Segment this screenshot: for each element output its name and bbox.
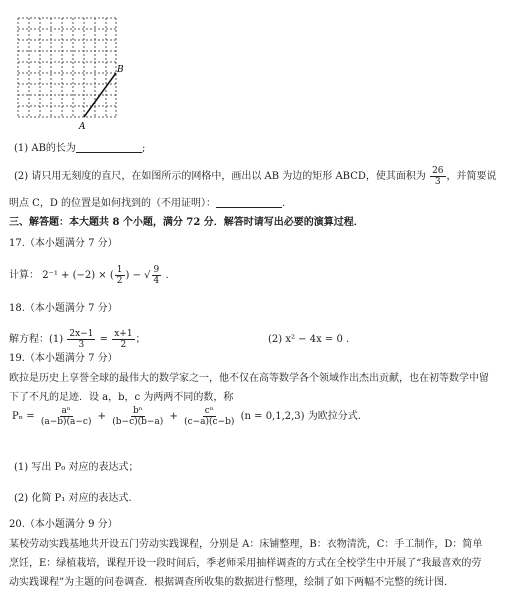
q18-frac2 [112, 329, 134, 350]
euler-term3 [182, 406, 236, 427]
answer-blank-cd[interactable] [216, 197, 282, 208]
section3-title: 三、解答题：本大题共 8 个小题，满分 72 分．解答时请写出必要的演算过程． [9, 217, 364, 228]
euler-term3-den: (c−a)(c−b) [184, 417, 235, 427]
point-b-label: B [117, 65, 124, 75]
q17-expression: 计算： 2⁻¹ + (−2) × ( $\frac{1}{2}$ ) − √ $\frac{9}{4}$ . [9, 265, 169, 286]
q17-frac-num: 1 [116, 265, 123, 275]
euler-term3-num: cⁿ [204, 406, 214, 416]
euler-term2 [110, 406, 165, 427]
q18-equals: = [99, 334, 109, 345]
q18-label: 解方程：(1) [9, 334, 64, 345]
q18-frac1-den: 3 [78, 340, 85, 350]
q18-frac1 [67, 329, 95, 350]
q17-expr-b: ) − [125, 270, 141, 281]
area-fraction-den: 3 [434, 177, 441, 187]
euler-term1-den: (a−b)(a−c) [40, 417, 92, 427]
q16-part2-text-b: ，并简要说 [446, 171, 497, 182]
q16-part1-suffix: ; [141, 143, 146, 154]
q16-part2-end: . [282, 198, 286, 209]
euler-plus-1: + [97, 411, 107, 422]
q18-frac2-den: 2 [120, 340, 127, 350]
euler-plus-2: + [169, 411, 178, 422]
q18-equations [9, 329, 146, 350]
q18-part2: (2) x² − 4x = 0 . [268, 334, 350, 345]
answer-blank-ab[interactable] [76, 142, 142, 153]
q19-part2: (2) 化简 P₁ 对应的表达式. [14, 493, 132, 504]
q16-part1-text: AB的长为 [31, 143, 76, 154]
q18-frac1-num: 2x−1 [69, 329, 94, 339]
q19-heading: 19.（本小题满分 7 分） [9, 353, 118, 364]
q17-label: 计算： [9, 270, 39, 281]
q19-line2: 下了不凡的足迹．设 a，b，c 为两两不同的数，称 [9, 392, 234, 403]
euler-formula [12, 406, 361, 427]
q17-frac-den: 2 [116, 276, 123, 286]
q19-part1: (1) 写出 P₀ 对应的表达式； [14, 462, 139, 473]
euler-term1-num: aⁿ [61, 406, 71, 416]
q17-sqrt-fraction [152, 265, 162, 286]
q16-part2-line2-text: 明点 C，D 的位置是如何找到的（不用证明）： [9, 198, 217, 209]
q19-line1: 欧拉是历史上享誉全球的最伟大的数学家之一，他不仅在高等数学各个领域作出杰出贡献，也在初等数学中留 [9, 373, 489, 384]
q17-end: . [165, 270, 169, 281]
q17-sqrt-num: 9 [153, 265, 160, 275]
q20-line3: 动实践课程”为主题的问卷调查．根据调查所收集的数据进行整理，绘制了如下两幅不完整的统计图． [9, 577, 455, 588]
q17-heading: 17.（本小题满分 7 分） [9, 238, 118, 249]
euler-term1 [39, 406, 94, 427]
q16-part1-prefix: (1) [14, 143, 29, 154]
euler-lhs: Pₙ = [12, 411, 35, 422]
q20-line2: 烹饪，E：绿植栽培，课程开设一段时间后，季老师采用抽样调查的方式在全校学生中开展了“我最喜欢的劳 [9, 558, 482, 569]
q20-heading: 20.（本小题满分 9 分） [9, 519, 118, 530]
q17-fraction [115, 265, 125, 286]
q17-sqrt-den: 4 [153, 276, 160, 286]
q17-expr-a: 2⁻¹ + (−2) × ( [42, 270, 114, 281]
point-a-label: A [79, 122, 86, 132]
area-fraction [430, 166, 445, 187]
q18-heading: 18.（本小题满分 7 分） [9, 303, 118, 314]
grid-figure [16, 16, 126, 132]
euler-term2-num: bⁿ [132, 406, 143, 416]
q18-frac2-num: x+1 [114, 329, 133, 339]
q16-part2 [14, 166, 497, 187]
q16-part2-line2 [9, 197, 285, 210]
euler-term2-den: (b−c)(b−a) [112, 417, 164, 427]
q16-part1 [14, 142, 145, 155]
q18-part1-end: ； [135, 334, 146, 345]
q20-line1: 某校劳动实践基地共开设五门劳动实践课程，分别是 A：床铺整理，B：衣物清洗，C：手工制作，D：简单 [9, 539, 483, 550]
q16-part2-text-a: (2) 请只用无刻度的直尺，在如图所示的网格中，画出以 AB 为边的矩形 ABCD，使其面积为 [14, 171, 426, 182]
area-fraction-num: 26 [432, 166, 444, 176]
euler-condition: (n = 0,1,2,3) 为欧拉分式. [240, 411, 361, 422]
